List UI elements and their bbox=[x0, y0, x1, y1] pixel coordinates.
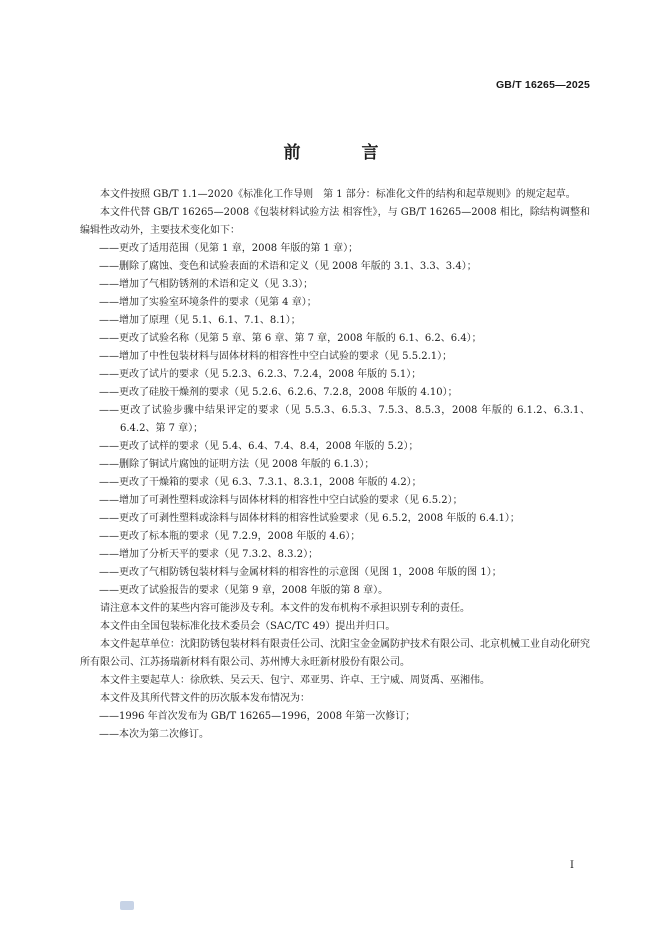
change-item: ——删除了铜试片腐蚀的证明方法（见 2008 年版的 6.1.3）； bbox=[99, 459, 375, 470]
change-item: ——增加了原理（见 5.1、6.1、7.1、8.1）； bbox=[99, 315, 301, 326]
change-item: ——增加了气相防锈剂的术语和定义（见 3.3）； bbox=[99, 279, 314, 290]
change-item: ——删除了腐蚀、变色和试验表面的术语和定义（见 2008 年版的 3.1、3.3、3.4）； bbox=[99, 261, 477, 272]
change-item: ——更改了气相防锈包装材料与金属材料的相容性的示意图（见图 1，2008 年版的图 1）； bbox=[99, 567, 502, 578]
change-item: ——更改了试验报告的要求（见第 9 章，2008 年版的第 8 章）。 bbox=[99, 585, 389, 596]
change-item: ——更改了试验步骤中结果评定的要求（见 5.5.3、6.5.3、7.5.3、8.5.3，2008 年版的 6.1.2、6.3.1、6.4.2、第 7 章）； bbox=[99, 405, 590, 434]
change-item: ——更改了标本瓶的要求（见 7.2.9，2008 年版的 4.6）； bbox=[99, 531, 361, 542]
change-item: ——更改了可剥性塑料或涂料与固体材料的相容性试验要求（见 6.5.2，2008 年版的 6.4.1）； bbox=[99, 513, 520, 524]
change-item: ——增加了分析天平的要求（见 7.3.2、8.3.2）； bbox=[99, 549, 319, 560]
change-item: ——更改了适用范围（见第 1 章，2008 年版的第 1 章）； bbox=[99, 243, 359, 254]
change-item: ——增加了可剥性塑料或涂料与固体材料的相容性中空白试验的要求（见 6.5.2）； bbox=[99, 495, 463, 506]
paragraph: 本文件代替 GB/T 16265—2008《包装材料试验方法 相容性》，与 GB/T 16265—2008 相比，除结构调整和编辑性改动外，主要技术变化如下： bbox=[80, 207, 590, 236]
paragraph: 请注意本文件的某些内容可能涉及专利。本文件的发布机构不承担识别专利的责任。 bbox=[100, 603, 470, 614]
change-item: ——更改了干燥箱的要求（见 6.3、7.3.1、8.3.1，2008 年版的 4.2）； bbox=[99, 477, 422, 488]
foreword-body bbox=[80, 186, 590, 744]
page-title: 前 言 bbox=[283, 143, 401, 163]
change-item: ——更改了试验名称（见第 5 章、第 6 章、第 7 章，2008 年版的 6.1、6.2、6.4）； bbox=[99, 333, 482, 344]
change-item: ——增加了中性包装材料与固体材料的相容性中空白试验的要求（见 5.5.2.1）； bbox=[99, 351, 453, 362]
history-item: ——本次为第二次修订。 bbox=[99, 729, 209, 740]
change-item: ——增加了实验室环境条件的要求（见第 4 章）； bbox=[99, 297, 317, 308]
change-item: ——更改了硅胶干燥剂的要求（见 5.2.6、6.2.6、7.2.8，2008 年版的 4.10）； bbox=[99, 387, 458, 398]
page-number: I bbox=[570, 860, 574, 871]
history-item: ——1996 年首次发布为 GB/T 16265—1996，2008 年第一次修订； bbox=[99, 711, 416, 722]
change-item: ——更改了试片的要求（见 5.2.3、6.2.3、7.2.4，2008 年版的 5.1）； bbox=[99, 369, 422, 380]
paragraph: 本文件主要起草人：徐欣轶、吴云天、包宁、邓亚男、许卓、王宁威、周贤禹、巫湘伟。 bbox=[100, 675, 490, 686]
change-item: ——更改了试样的要求（见 5.4、6.4、7.4、8.4，2008 年版的 5.2）； bbox=[99, 441, 419, 452]
paragraph: 本文件及其所代替文件的历次版本发布情况为： bbox=[100, 693, 310, 704]
watermark-mark bbox=[120, 901, 134, 910]
paragraph: 本文件起草单位：沈阳防锈包装材料有限责任公司、沈阳宝金金属防护技术有限公司、北京机械工业自动化研究所有限公司、江苏扬瑞新材料有限公司、苏州博大永旺新材股份有限公司。 bbox=[80, 639, 590, 668]
paragraph: 本文件由全国包装标准化技术委员会（SAC/TC 49）提出并归口。 bbox=[100, 621, 396, 632]
standard-number: GB/T 16265—2025 bbox=[495, 79, 590, 91]
paragraph: 本文件按照 GB/T 1.1—2020《标准化工作导则 第 1 部分：标准化文件的结构和起草规则》的规定起草。 bbox=[100, 189, 576, 200]
